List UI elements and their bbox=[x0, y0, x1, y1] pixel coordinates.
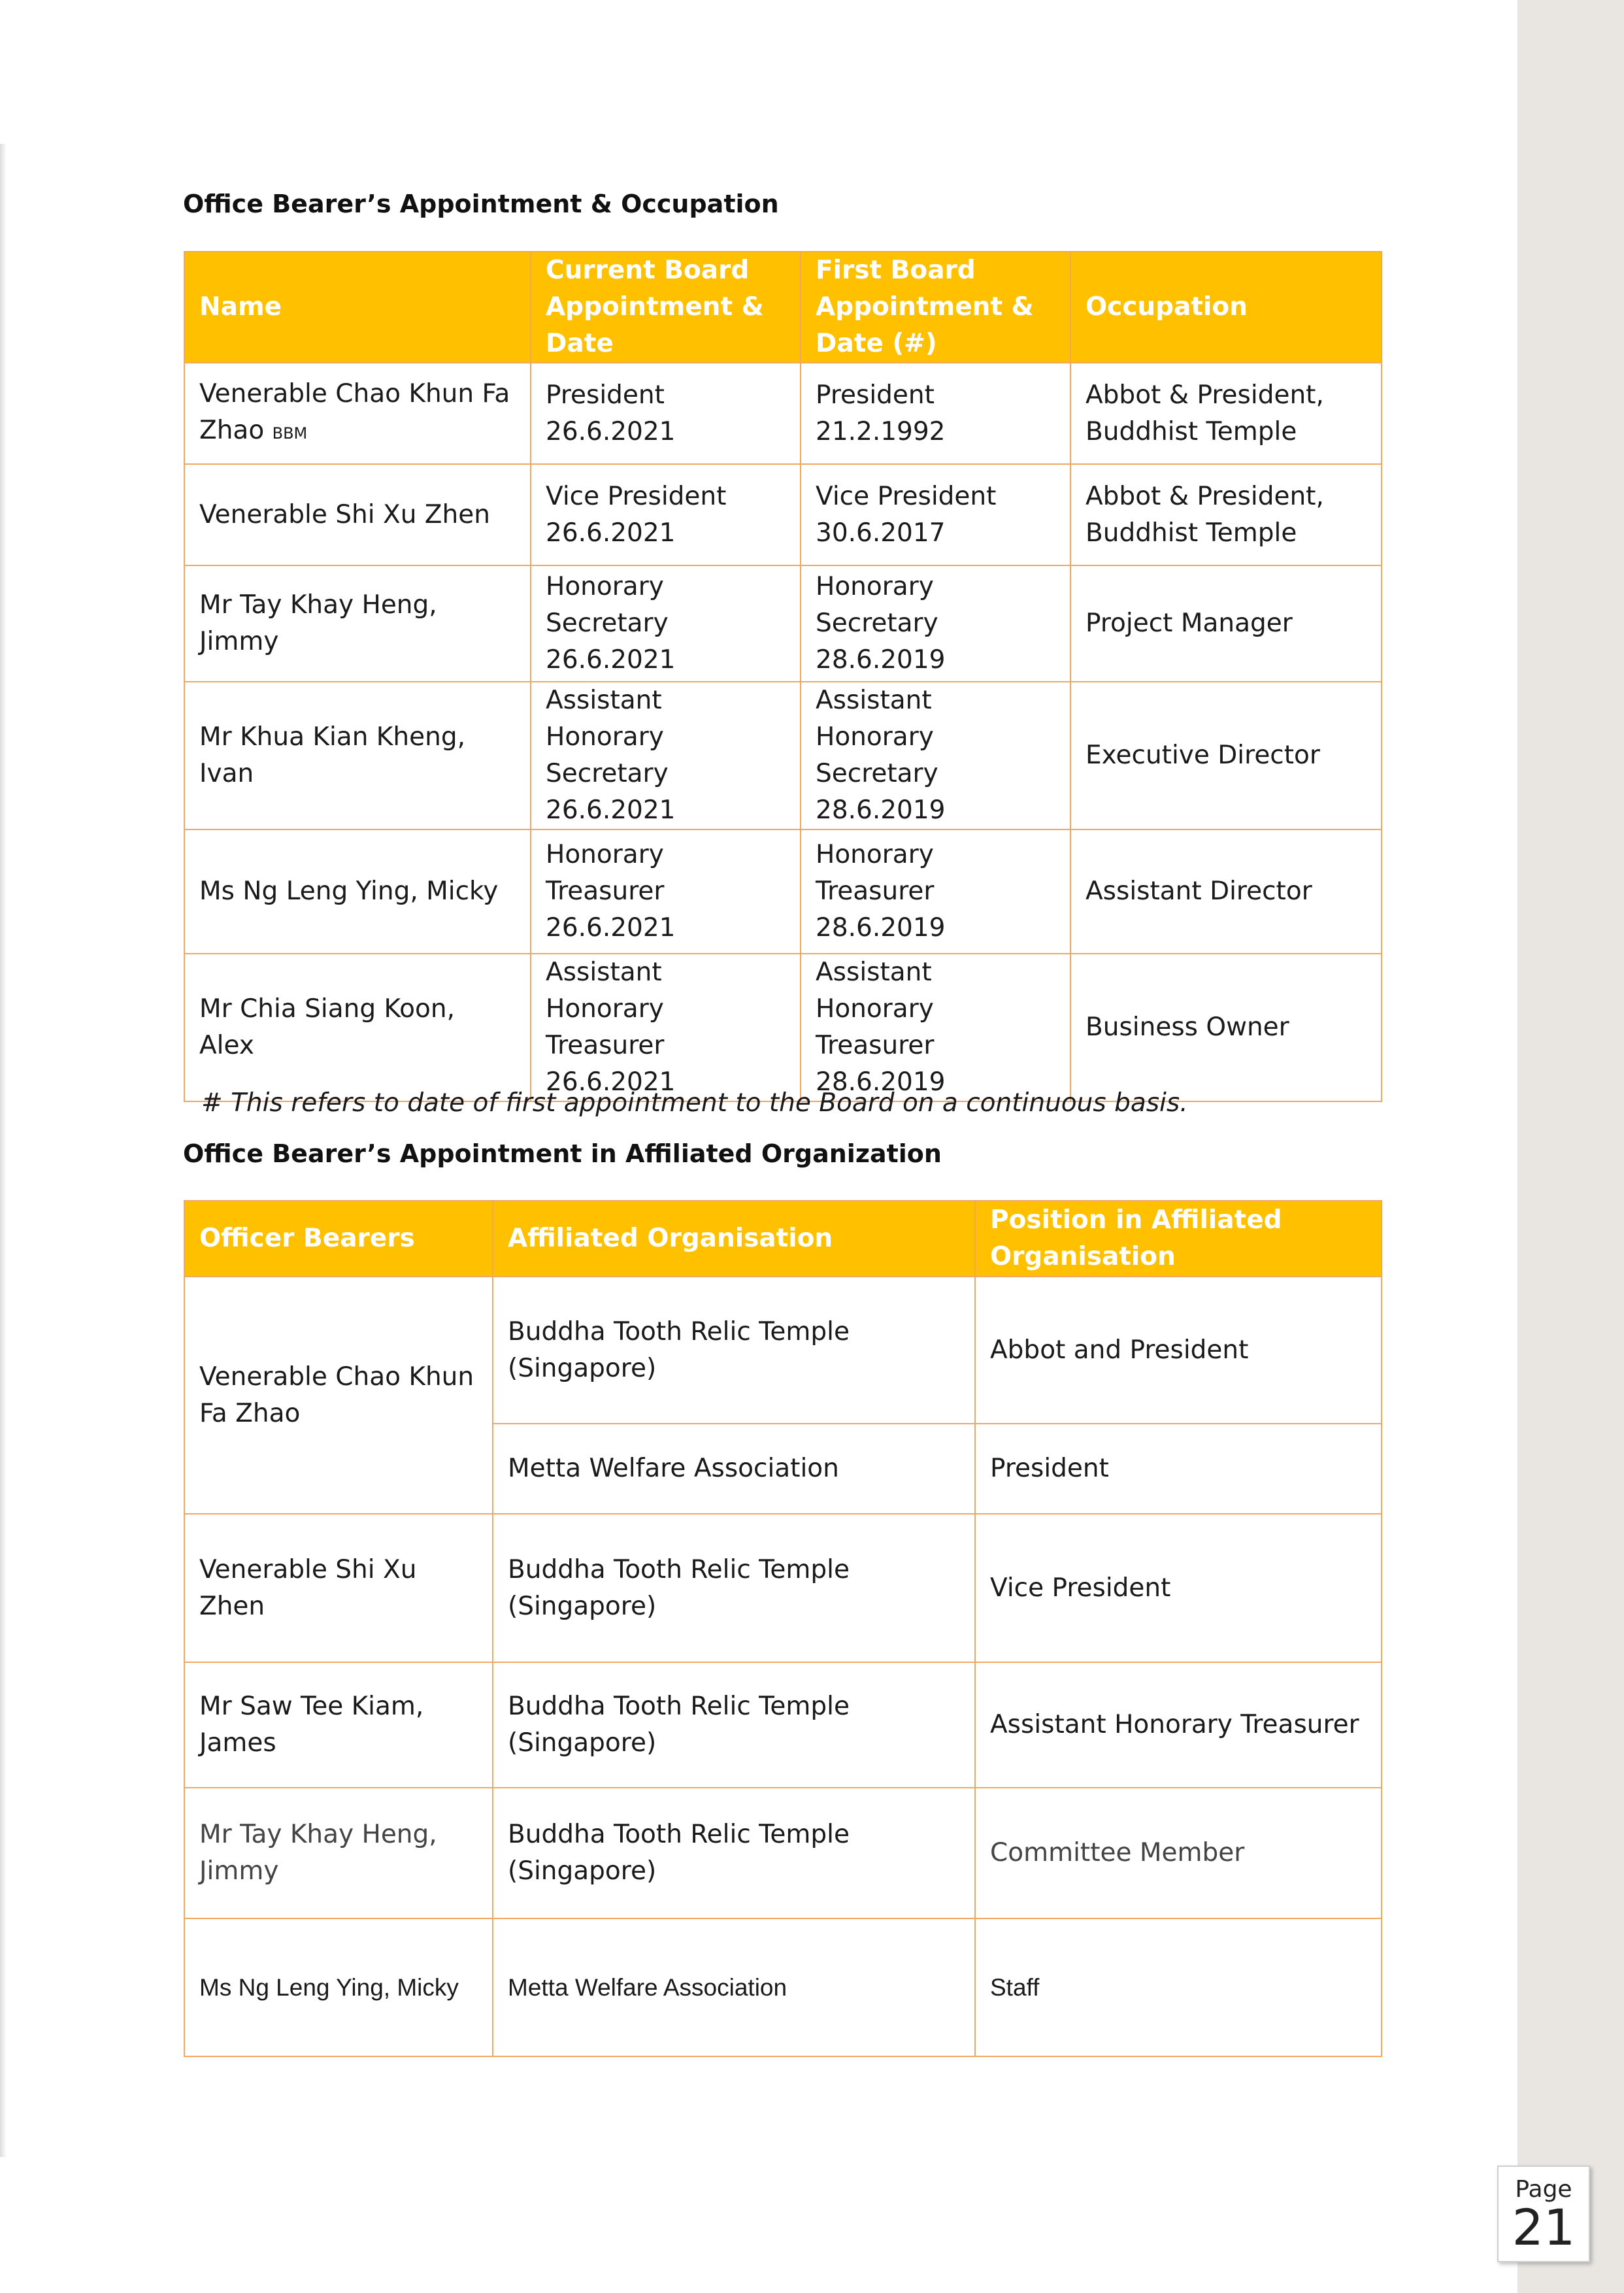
current-date: 26.6.2021 bbox=[546, 416, 676, 446]
cell-name: Mr Khua Kian Kheng, Ivan bbox=[184, 682, 531, 829]
first-date: 28.6.2019 bbox=[816, 795, 946, 825]
header-current-appointment: Current Board Appointment & Date bbox=[531, 252, 801, 363]
cell-organisation: Buddha Tooth Relic Temple (Singapore) bbox=[493, 1277, 975, 1424]
cell-position: Committee Member bbox=[975, 1788, 1382, 1918]
cell-bearer: Mr Saw Tee Kiam, James bbox=[184, 1662, 493, 1788]
header-officer-bearers: Officer Bearers bbox=[184, 1201, 493, 1277]
first-date: 28.6.2019 bbox=[816, 645, 946, 675]
current-date: 26.6.2021 bbox=[546, 1067, 676, 1097]
header-affiliated-organisation: Affiliated Organisation bbox=[493, 1201, 975, 1277]
current-role: Vice President bbox=[546, 481, 727, 511]
first-role: Assistant Honorary Treasurer bbox=[816, 958, 935, 1060]
current-date: 26.6.2021 bbox=[546, 518, 676, 548]
first-date: 28.6.2019 bbox=[816, 1067, 946, 1097]
table-header-row bbox=[184, 252, 1382, 363]
table-row bbox=[184, 1788, 1382, 1918]
cell-occupation: Abbot & President, Buddhist Temple bbox=[1070, 363, 1382, 464]
honour-suffix: BBM bbox=[272, 424, 308, 443]
table-row bbox=[184, 363, 1382, 464]
current-role: Assistant Honorary Treasurer bbox=[546, 958, 665, 1060]
cell-name: Mr Tay Khay Heng, Jimmy bbox=[184, 565, 531, 682]
header-occupation: Occupation bbox=[1070, 252, 1382, 363]
table-row bbox=[184, 1662, 1382, 1788]
first-role: President bbox=[816, 380, 935, 410]
cell-current bbox=[531, 682, 801, 829]
cell-current bbox=[531, 565, 801, 682]
table-row bbox=[184, 954, 1382, 1101]
cell-bearer: Venerable Shi Xu Zhen bbox=[184, 1514, 493, 1662]
first-role: Honorary Secretary bbox=[816, 572, 938, 638]
current-role: Assistant Honorary Secretary bbox=[546, 686, 669, 788]
header-position: Position in Affiliated Organisation bbox=[975, 1201, 1382, 1277]
table-row bbox=[184, 565, 1382, 682]
cell-first bbox=[801, 682, 1070, 829]
cell-occupation: Business Owner bbox=[1070, 954, 1382, 1101]
page-label: Page bbox=[1515, 2176, 1572, 2203]
cell-first bbox=[801, 464, 1070, 565]
cell-occupation: Executive Director bbox=[1070, 682, 1382, 829]
first-role: Honorary Treasurer bbox=[816, 840, 935, 906]
cell-first bbox=[801, 565, 1070, 682]
current-role: President bbox=[546, 380, 665, 410]
cell-name: Mr Chia Siang Koon, Alex bbox=[184, 954, 531, 1101]
page-edge-shadow bbox=[0, 144, 7, 2157]
header-first-appointment: First Board Appointment & Date (#) bbox=[801, 252, 1070, 363]
cell-organisation: Metta Welfare Association bbox=[493, 1424, 975, 1514]
cell-name bbox=[184, 363, 531, 464]
table-row bbox=[184, 464, 1382, 565]
cell-name: Venerable Shi Xu Zhen bbox=[184, 464, 531, 565]
table-row bbox=[184, 1918, 1382, 2056]
cell-occupation: Abbot & President, Buddhist Temple bbox=[1070, 464, 1382, 565]
page-margin-strip bbox=[1517, 0, 1624, 2293]
cell-organisation: Buddha Tooth Relic Temple (Singapore) bbox=[493, 1662, 975, 1788]
table-row bbox=[184, 829, 1382, 954]
cell-current bbox=[531, 363, 801, 464]
cell-organisation: Metta Welfare Association bbox=[493, 1918, 975, 2056]
cell-bearer: Ms Ng Leng Ying, Micky bbox=[184, 1918, 493, 2056]
cell-organisation: Buddha Tooth Relic Temple (Singapore) bbox=[493, 1788, 975, 1918]
appointment-occupation-table bbox=[184, 251, 1382, 1102]
first-role: Vice President bbox=[816, 481, 997, 511]
cell-current bbox=[531, 464, 801, 565]
cell-current bbox=[531, 954, 801, 1101]
table-row bbox=[184, 682, 1382, 829]
cell-organisation: Buddha Tooth Relic Temple (Singapore) bbox=[493, 1514, 975, 1662]
cell-bearer: Mr Tay Khay Heng, Jimmy bbox=[184, 1788, 493, 1918]
first-role: Assistant Honorary Secretary bbox=[816, 686, 938, 788]
cell-first bbox=[801, 954, 1070, 1101]
table-row bbox=[184, 1514, 1382, 1662]
first-date: 30.6.2017 bbox=[816, 518, 946, 548]
current-date: 26.6.2021 bbox=[546, 795, 676, 825]
cell-first bbox=[801, 363, 1070, 464]
section-title-appointment-occupation: Office Bearer’s Appointment & Occupation bbox=[183, 190, 779, 218]
cell-first bbox=[801, 829, 1070, 954]
cell-position: Vice President bbox=[975, 1514, 1382, 1662]
first-date: 21.2.1992 bbox=[816, 416, 946, 446]
cell-current bbox=[531, 829, 801, 954]
current-date: 26.6.2021 bbox=[546, 913, 676, 943]
cell-position: President bbox=[975, 1424, 1382, 1514]
header-name: Name bbox=[184, 252, 531, 363]
section-title-affiliated-organization: Office Bearer’s Appointment in Affiliated Organization bbox=[183, 1139, 942, 1168]
current-date: 26.6.2021 bbox=[546, 645, 676, 675]
page-number: 21 bbox=[1512, 2198, 1576, 2256]
table-header-row bbox=[184, 1201, 1382, 1277]
name-text: Venerable Chao Khun Fa Zhao bbox=[199, 378, 510, 445]
footnote: # This refers to date of first appointment to the Board on a continuous basis. bbox=[201, 1088, 1188, 1118]
table-row bbox=[184, 1277, 1382, 1424]
current-role: Honorary Secretary bbox=[546, 572, 669, 638]
cell-name: Ms Ng Leng Ying, Micky bbox=[184, 829, 531, 954]
page-number-box bbox=[1497, 2166, 1590, 2262]
cell-bearer: Venerable Chao Khun Fa Zhao bbox=[184, 1277, 493, 1514]
affiliated-organization-table bbox=[184, 1200, 1382, 2057]
first-date: 28.6.2019 bbox=[816, 913, 946, 943]
cell-position: Abbot and President bbox=[975, 1277, 1382, 1424]
cell-position: Staff bbox=[975, 1918, 1382, 2056]
cell-position: Assistant Honorary Treasurer bbox=[975, 1662, 1382, 1788]
current-role: Honorary Treasurer bbox=[546, 840, 665, 906]
cell-occupation: Project Manager bbox=[1070, 565, 1382, 682]
cell-occupation: Assistant Director bbox=[1070, 829, 1382, 954]
